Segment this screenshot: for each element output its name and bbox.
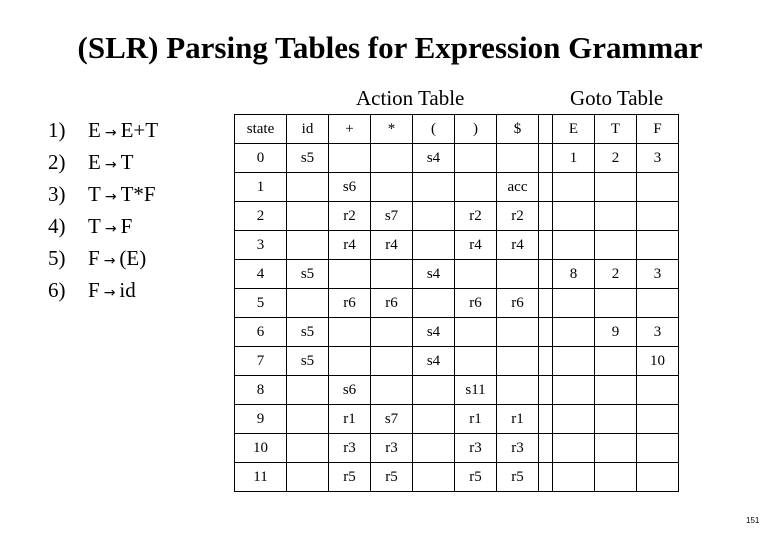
action-cell <box>455 173 497 202</box>
rule-production <box>88 214 132 239</box>
goto-cell <box>595 231 637 260</box>
parsing-table <box>234 114 679 492</box>
action-cell <box>287 376 329 405</box>
goto-cell: 1 <box>553 144 595 173</box>
action-cell: acc <box>497 173 539 202</box>
state-cell: 11 <box>235 463 287 492</box>
table-row <box>235 202 679 231</box>
action-cell <box>455 347 497 376</box>
goto-cell <box>553 405 595 434</box>
action-cell <box>497 260 539 289</box>
rule-production <box>88 246 146 271</box>
action-cell <box>371 376 413 405</box>
column-separator <box>539 115 553 144</box>
rule-number: 4) <box>48 214 66 238</box>
goto-cell <box>637 289 679 318</box>
rule-production <box>88 118 158 143</box>
slide-title: (SLR) Parsing Tables for Expression Grammar <box>77 30 703 65</box>
state-cell: 1 <box>235 173 287 202</box>
action-cell: s6 <box>329 376 371 405</box>
rule-number: 5) <box>48 246 66 270</box>
action-cell: r3 <box>329 434 371 463</box>
action-cell: r6 <box>371 289 413 318</box>
goto-cell <box>595 202 637 231</box>
goto-cell: 2 <box>595 260 637 289</box>
action-cell: r4 <box>497 231 539 260</box>
action-cell: s5 <box>287 144 329 173</box>
column-header: id <box>287 115 329 144</box>
action-cell <box>413 376 455 405</box>
goto-cell <box>595 434 637 463</box>
rule-rhs: E+T <box>120 118 159 142</box>
action-cell <box>371 260 413 289</box>
action-cell <box>287 434 329 463</box>
rule-number: 1) <box>48 118 66 142</box>
rule-production <box>88 278 136 303</box>
action-cell <box>455 260 497 289</box>
action-cell: s7 <box>371 405 413 434</box>
action-cell: r3 <box>371 434 413 463</box>
action-cell <box>413 405 455 434</box>
table-row <box>235 347 679 376</box>
goto-cell <box>553 318 595 347</box>
action-cell <box>413 434 455 463</box>
action-cell: r6 <box>455 289 497 318</box>
action-cell <box>413 463 455 492</box>
right-arrow-icon: → <box>104 157 117 173</box>
column-separator <box>539 318 553 347</box>
action-cell: r4 <box>371 231 413 260</box>
goto-cell: 3 <box>637 318 679 347</box>
action-cell <box>287 173 329 202</box>
action-cell <box>287 463 329 492</box>
rule-number: 6) <box>48 278 66 302</box>
column-separator <box>539 260 553 289</box>
action-cell: s7 <box>371 202 413 231</box>
goto-cell <box>595 405 637 434</box>
action-cell <box>371 318 413 347</box>
goto-cell: 10 <box>637 347 679 376</box>
action-cell: r2 <box>455 202 497 231</box>
action-cell <box>287 231 329 260</box>
action-cell: r4 <box>455 231 497 260</box>
column-separator <box>539 173 553 202</box>
column-separator <box>539 289 553 318</box>
rule-rhs: id <box>119 278 136 302</box>
action-cell: r6 <box>329 289 371 318</box>
state-cell: 5 <box>235 289 287 318</box>
goto-cell <box>595 347 637 376</box>
rule-rhs: (E) <box>119 246 147 270</box>
goto-cell: 3 <box>637 260 679 289</box>
column-header: F <box>637 115 679 144</box>
action-cell: s4 <box>413 260 455 289</box>
action-cell: r3 <box>497 434 539 463</box>
rule-lhs: F <box>88 278 100 302</box>
action-cell: r5 <box>497 463 539 492</box>
action-cell <box>455 144 497 173</box>
state-cell: 0 <box>235 144 287 173</box>
parsing-table-body <box>235 115 679 492</box>
column-separator <box>539 463 553 492</box>
table-row <box>235 144 679 173</box>
action-cell <box>497 376 539 405</box>
action-cell <box>371 347 413 376</box>
column-separator <box>539 231 553 260</box>
goto-cell: 9 <box>595 318 637 347</box>
right-arrow-icon: → <box>104 125 117 141</box>
action-cell: r1 <box>329 405 371 434</box>
table-row <box>235 434 679 463</box>
action-table-heading: Action Table <box>356 86 465 110</box>
action-cell: r1 <box>497 405 539 434</box>
action-cell <box>371 173 413 202</box>
goto-cell: 8 <box>553 260 595 289</box>
action-cell <box>287 202 329 231</box>
rule-lhs: E <box>88 118 101 142</box>
action-cell: s6 <box>329 173 371 202</box>
right-arrow-icon: → <box>103 285 116 301</box>
column-header: E <box>553 115 595 144</box>
table-header-row <box>235 115 679 144</box>
column-header: T <box>595 115 637 144</box>
action-cell: r1 <box>455 405 497 434</box>
rule-rhs: T <box>120 150 134 174</box>
action-cell: s11 <box>455 376 497 405</box>
state-cell: 9 <box>235 405 287 434</box>
state-cell: 8 <box>235 376 287 405</box>
column-separator <box>539 376 553 405</box>
table-row <box>235 463 679 492</box>
goto-cell <box>595 463 637 492</box>
goto-cell: 3 <box>637 144 679 173</box>
action-cell <box>329 260 371 289</box>
action-cell: r5 <box>371 463 413 492</box>
goto-cell <box>553 347 595 376</box>
column-separator <box>539 434 553 463</box>
action-cell: r2 <box>329 202 371 231</box>
rule-rhs: F <box>120 214 133 238</box>
goto-cell <box>595 173 637 202</box>
state-cell: 6 <box>235 318 287 347</box>
column-header: ( <box>413 115 455 144</box>
goto-cell <box>553 376 595 405</box>
goto-cell: 2 <box>595 144 637 173</box>
column-header: ) <box>455 115 497 144</box>
rule-lhs: T <box>88 214 101 238</box>
state-cell: 2 <box>235 202 287 231</box>
goto-cell <box>553 463 595 492</box>
rule-number: 2) <box>48 150 66 174</box>
page-number: 151 <box>746 516 760 525</box>
action-cell <box>329 144 371 173</box>
goto-cell <box>553 202 595 231</box>
column-separator <box>539 347 553 376</box>
rule-production <box>88 150 133 175</box>
action-cell: s5 <box>287 260 329 289</box>
action-cell <box>287 289 329 318</box>
goto-cell <box>595 376 637 405</box>
parsing-table-container <box>234 114 679 492</box>
rule-production <box>88 182 156 207</box>
action-cell: r2 <box>497 202 539 231</box>
action-cell <box>455 318 497 347</box>
table-row <box>235 231 679 260</box>
goto-cell <box>637 231 679 260</box>
state-cell: 4 <box>235 260 287 289</box>
action-cell: s4 <box>413 144 455 173</box>
goto-cell <box>637 405 679 434</box>
goto-cell <box>595 289 637 318</box>
action-cell: r3 <box>455 434 497 463</box>
table-row <box>235 289 679 318</box>
column-header: state <box>235 115 287 144</box>
action-cell <box>329 318 371 347</box>
goto-cell <box>553 434 595 463</box>
action-cell: s5 <box>287 347 329 376</box>
column-separator <box>539 144 553 173</box>
rule-lhs: T <box>88 182 101 206</box>
column-header: + <box>329 115 371 144</box>
right-arrow-icon: → <box>103 253 116 269</box>
goto-table-heading: Goto Table <box>570 86 664 110</box>
column-header: $ <box>497 115 539 144</box>
table-row <box>235 405 679 434</box>
goto-cell <box>553 173 595 202</box>
table-row <box>235 260 679 289</box>
action-cell <box>497 347 539 376</box>
action-cell <box>371 144 413 173</box>
table-row <box>235 173 679 202</box>
action-cell <box>497 318 539 347</box>
right-arrow-icon: → <box>104 189 117 205</box>
action-cell: r6 <box>497 289 539 318</box>
rule-number: 3) <box>48 182 66 206</box>
rule-lhs: F <box>88 246 100 270</box>
state-cell: 3 <box>235 231 287 260</box>
column-separator <box>539 202 553 231</box>
goto-cell <box>637 202 679 231</box>
goto-cell <box>553 231 595 260</box>
column-header: * <box>371 115 413 144</box>
goto-cell <box>637 463 679 492</box>
goto-cell <box>553 289 595 318</box>
state-cell: 10 <box>235 434 287 463</box>
action-cell <box>413 173 455 202</box>
action-cell: r5 <box>329 463 371 492</box>
rule-rhs: T*F <box>120 182 156 206</box>
action-cell <box>329 347 371 376</box>
action-cell <box>497 144 539 173</box>
goto-cell <box>637 376 679 405</box>
goto-cell <box>637 434 679 463</box>
action-cell: s4 <box>413 347 455 376</box>
rule-lhs: E <box>88 150 101 174</box>
table-row <box>235 318 679 347</box>
state-cell: 7 <box>235 347 287 376</box>
action-cell <box>287 405 329 434</box>
action-cell: s4 <box>413 318 455 347</box>
action-cell: r5 <box>455 463 497 492</box>
action-cell <box>413 289 455 318</box>
goto-cell <box>637 173 679 202</box>
column-separator <box>539 405 553 434</box>
action-cell: r4 <box>329 231 371 260</box>
action-cell <box>413 202 455 231</box>
action-cell: s5 <box>287 318 329 347</box>
right-arrow-icon: → <box>104 221 117 237</box>
action-cell <box>413 231 455 260</box>
table-row <box>235 376 679 405</box>
